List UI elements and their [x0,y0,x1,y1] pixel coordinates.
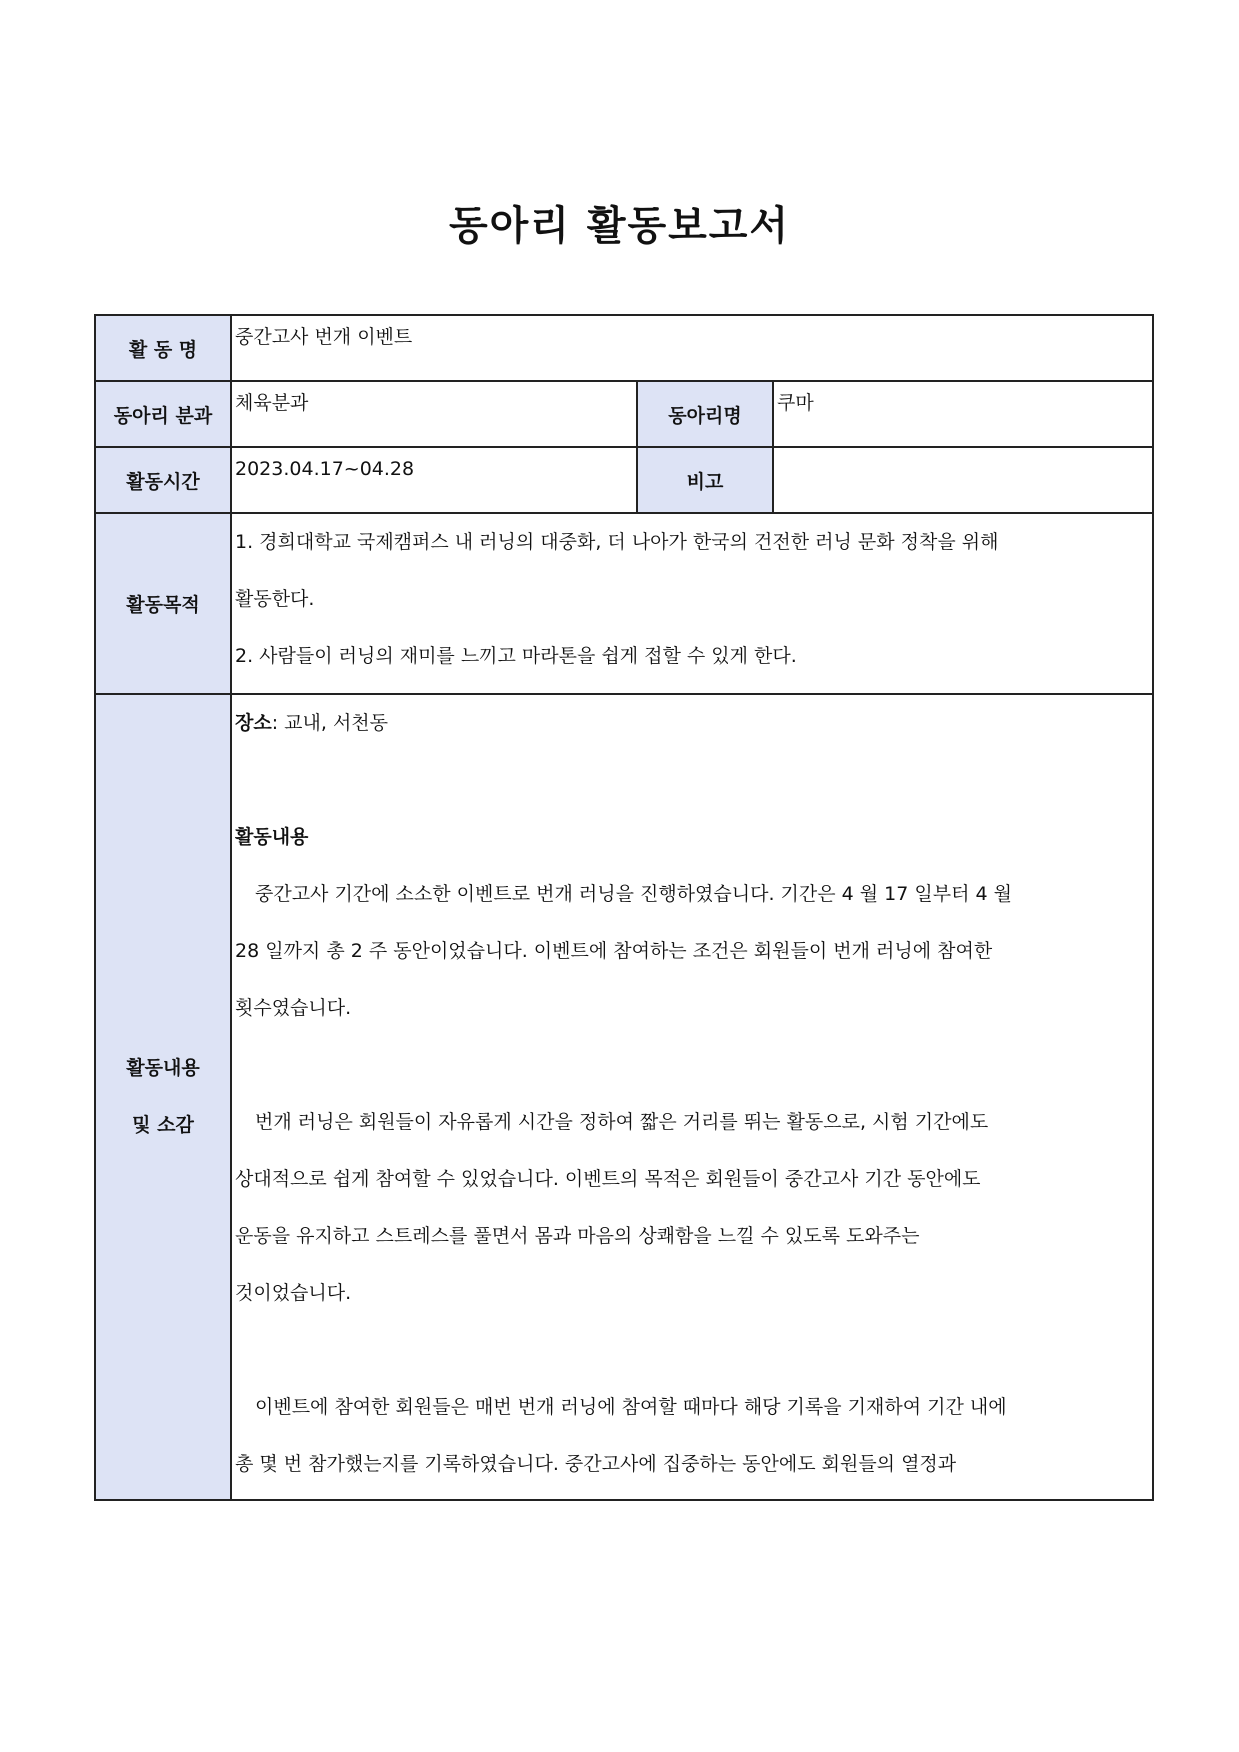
row-period [95,447,1153,513]
label-content-line1: 활동내용 [126,1057,200,1079]
paragraph-line: 것이었습니다. [235,1282,352,1304]
label-period: 활동시간 [95,447,231,513]
place-line [235,695,1149,752]
purpose-line: 활동한다. [235,588,315,610]
label-content [95,694,231,1500]
label-content-line2: 및 소감 [132,1114,194,1136]
place-label: 장소 [235,712,272,734]
row-activity-name [95,315,1153,381]
spacer [235,752,1149,809]
purpose-line: 2. 사람들이 러닝의 재미를 느끼고 마라톤을 쉽게 접할 수 있게 한다. [235,645,797,667]
label-division: 동아리 분과 [95,381,231,447]
label-club-name: 동아리명 [637,381,773,447]
value-period: 2023.04.17~04.28 [231,447,637,513]
row-purpose [95,513,1153,694]
paragraph-line: 횟수였습니다. [235,997,352,1019]
section-heading: 활동내용 [235,826,309,848]
spacer [235,1322,1149,1379]
paragraph-line: 28 일까지 총 2 주 동안이었습니다. 이벤트에 참여하는 조건은 회원들이 번개 러닝에 참여한 [235,940,993,962]
paragraph-line: 총 몇 번 참가했는지를 기록하였습니다. 중간고사에 집중하는 동안에도 회원들의 열정과 [235,1453,957,1475]
document-title: 동아리 활동보고서 [448,203,791,249]
report-table [94,314,1154,1501]
paragraph-line: 운동을 유지하고 스트레스를 풀면서 몸과 마음의 상쾌함을 느낄 수 있도록 도와주는 [235,1225,920,1247]
row-division [95,381,1153,447]
label-note: 비고 [637,447,773,513]
value-content [231,694,1153,1500]
value-note [773,447,1153,513]
value-activity-name: 중간고사 번개 이벤트 [231,315,1153,381]
place-value: : 교내, 서천동 [271,712,389,734]
row-content [95,694,1153,1500]
value-division: 체육분과 [231,381,637,447]
paragraph-line: 중간고사 기간에 소소한 이벤트로 번개 러닝을 진행하였습니다. 기간은 4 월 17 일부터 4 월 [255,883,1012,905]
label-purpose: 활동목적 [95,513,231,694]
paragraph-line: 상대적으로 쉽게 참여할 수 있었습니다. 이벤트의 목적은 회원들이 중간고사 기간 동안에도 [235,1168,981,1190]
label-activity-name: 활 동 명 [95,315,231,381]
value-club-name: 쿠마 [773,381,1153,447]
paragraph-line: 번개 러닝은 회원들이 자유롭게 시간을 정하여 짧은 거리를 뛰는 활동으로, 시험 기간에도 [255,1111,989,1133]
paragraph-line: 이벤트에 참여한 회원들은 매번 번개 러닝에 참여할 때마다 해당 기록을 기재하여 기간 내에 [255,1396,1007,1418]
purpose-line: 1. 경희대학교 국제캠퍼스 내 러닝의 대중화, 더 나아가 한국의 건전한 러닝 문화 정착을 위해 [235,531,999,553]
value-purpose [231,513,1153,694]
spacer [235,1037,1149,1094]
